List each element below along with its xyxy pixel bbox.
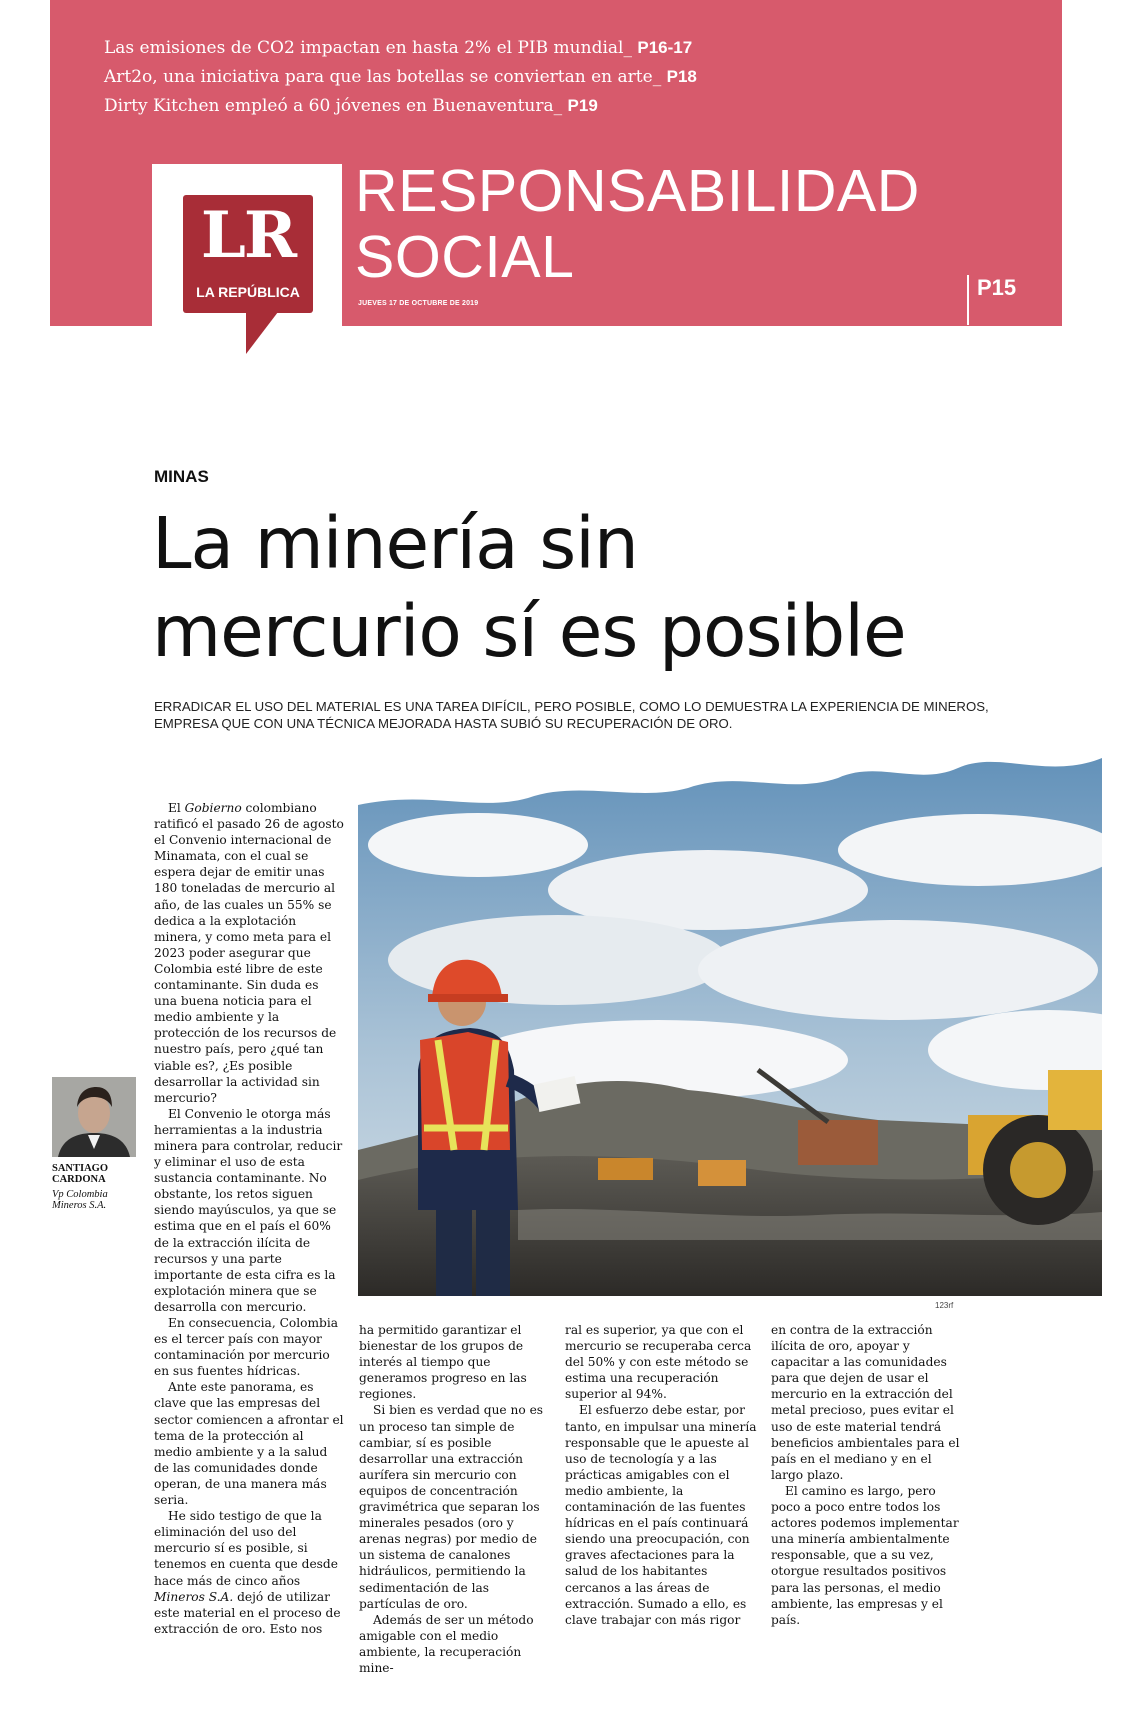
logo-speech-tail xyxy=(246,312,278,354)
article-deck: ERRADICAR EL USO DEL MATERIAL ES UNA TAREA DIFÍCIL, PERO POSIBLE, COMO LO DEMUESTRA LA EXPERIENCIA DE MINEROS, EMPRESA QUE CON UNA TÉCNICA MEJORADA HASTA SUBIÓ SU RECUPERACIÓN DE ORO. xyxy=(154,699,989,731)
col1-p5-start: He sido testigo de que la eliminación del uso del mercurio sí es posible, si tenemos en cuenta que desde hace más de cinco años xyxy=(154,1509,338,1588)
section-title xyxy=(355,158,920,290)
teaser-1-text: Las emisiones de CO2 impactan en hasta 2% el PIB mundial_ xyxy=(104,38,632,58)
author-name-line2: CARDONA xyxy=(52,1174,106,1185)
logo-name: LA REPÚBLICA xyxy=(196,284,300,300)
col2-paragraph-1: ha permitido garantizar el bienestar de los grupos de interés al tiempo que generamos progreso en las regiones. xyxy=(359,1323,527,1402)
author-role-line2: Mineros S.A. xyxy=(52,1200,107,1211)
issue-date: JUEVES 17 DE OCTUBRE DE 2019 xyxy=(358,300,479,307)
headline-line2: mercurio sí es posible xyxy=(152,590,906,673)
photo-credit: 123rf xyxy=(935,1301,954,1310)
logo-letters: LR xyxy=(200,198,296,273)
teaser-1-page: P16-17 xyxy=(637,38,693,57)
teaser-1[interactable] xyxy=(104,38,692,58)
page-number: P15 xyxy=(967,275,1016,325)
teaser-2-text: Art2o, una iniciativa para que las botellas se conviertan en arte_ xyxy=(104,67,662,87)
col1-p5-rest: dejó de utilizar este material en el proceso de extracción de oro. Esto nos xyxy=(154,1589,341,1636)
col3-paragraph-1: ral es superior, ya que con el mercurio se recuperaba cerca del 50% y con este método se estima una recuperación superior al 94%. xyxy=(565,1323,752,1402)
author-name-line1: SANTIAGO xyxy=(52,1163,109,1174)
headline-line1: La minería sin xyxy=(152,502,638,585)
author-role-line1: Vp Colombia xyxy=(52,1189,108,1200)
author-role xyxy=(52,1189,108,1211)
article-column-4 xyxy=(771,1322,963,1628)
col1-p1-gov: Gobierno xyxy=(184,801,242,815)
col1-paragraph-5 xyxy=(154,1508,344,1637)
article-headline xyxy=(152,500,1052,676)
col1-p1-start: El xyxy=(168,801,185,815)
col1-paragraph-3: En consecuencia, Colombia es el tercer país con mayor contaminación por mercurio en sus fuentes hídricas. xyxy=(154,1316,338,1379)
col1-paragraph-2: El Convenio le otorga más herramientas a la industria minera para controlar, reducir y eliminar el uso de esta sustancia contaminante. No obstante, los retos siguen siendo mayúsculos, ya que se estima que en el país el 60% de la extracción ilícita de recursos y una parte importante de esta cifra es la explotación minera que se desarrolla con mercurio. xyxy=(154,1106,343,1314)
teaser-3-page: P19 xyxy=(567,96,598,115)
col2-paragraph-2: Si bien es verdad que no es un proceso tan simple de cambiar, sí es posible desarrollar una extracción aurífera sin mercurio con equipos de concentración gravimétrica que separan los minerales pesados (oro y arenas negras) por medio de un sistema de canalones hidráulicos, permitiendo la sedimentación de las partículas de oro. xyxy=(359,1403,544,1611)
article-column-2 xyxy=(359,1322,551,1676)
author-photo xyxy=(52,1077,136,1157)
col1-paragraph-4: Ante este panorama, es clave que las empresas del sector comiencen a afrontar el tema de la protección al medio ambiente y a la salud de las comunidades donde operan, de una manera más seria. xyxy=(154,1380,344,1508)
article-column-3 xyxy=(565,1322,757,1628)
col1-paragraph-1 xyxy=(154,800,344,1106)
col1-p5-company: Mineros S.A. xyxy=(154,1589,234,1604)
section-title-line2: SOCIAL xyxy=(355,224,575,290)
col3-paragraph-2: El esfuerzo debe estar, por tanto, en impulsar una minería responsable que le apueste al uso de tecnología y a las prácticas amigables con el medio ambiente, la contaminación de las fuentes hídricas en el país continuará siendo una preocupación, con graves afectaciones para la salud de los habitantes cercanos a las áreas de extracción. Sumado a ello, es clave trabajar con más rigor xyxy=(565,1403,757,1627)
teaser-3-text: Dirty Kitchen empleó a 60 jóvenes en Buenaventura_ xyxy=(104,96,563,116)
article-column-1 xyxy=(154,800,344,1637)
col2-paragraph-3: Además de ser un método amigable con el medio ambiente, la recuperación mine- xyxy=(359,1612,534,1675)
teaser-2[interactable] xyxy=(104,67,697,87)
col1-p1-rest: colombiano ratificó el pasado 26 de agosto el Convenio internacional de Minamata, con el cual se espera dejar de emitir unas 180 toneladas de mercurio al año, de las cuales un 55% se dedica a la explotación minera, y como meta para el 2023 poder asegurar que Colombia esté libre de este contaminante. Sin duda es una buena noticia para el medio ambiente y la protección de los recursos de nuestro país, pero ¿qué tan viable es?, ¿Es posible desarrollar la actividad sin mercurio? xyxy=(154,801,344,1105)
section-title-line1: RESPONSABILIDAD xyxy=(355,158,920,224)
article-kicker: MINAS xyxy=(154,467,209,486)
col4-paragraph-2: El camino es largo, pero poco a poco entre todos los actores podemos implementar una minería ambientalmente responsable, que a su vez, otorgue resultados positivos para las personas, el medio ambiente, las empresas y el país. xyxy=(771,1483,959,1627)
col4-paragraph-1: en contra de la extracción ilícita de oro, apoyar y capacitar a las comunidades para que dejen de usar el mercurio en la extracción del metal precioso, pues evitar el uso de este material tendrá beneficios ambientales para el país en el mediano y en el largo plazo. xyxy=(771,1323,960,1482)
mining-photo xyxy=(358,740,1102,1296)
teaser-3[interactable] xyxy=(104,96,598,116)
author-name xyxy=(52,1163,108,1185)
teaser-2-page: P18 xyxy=(666,67,697,86)
